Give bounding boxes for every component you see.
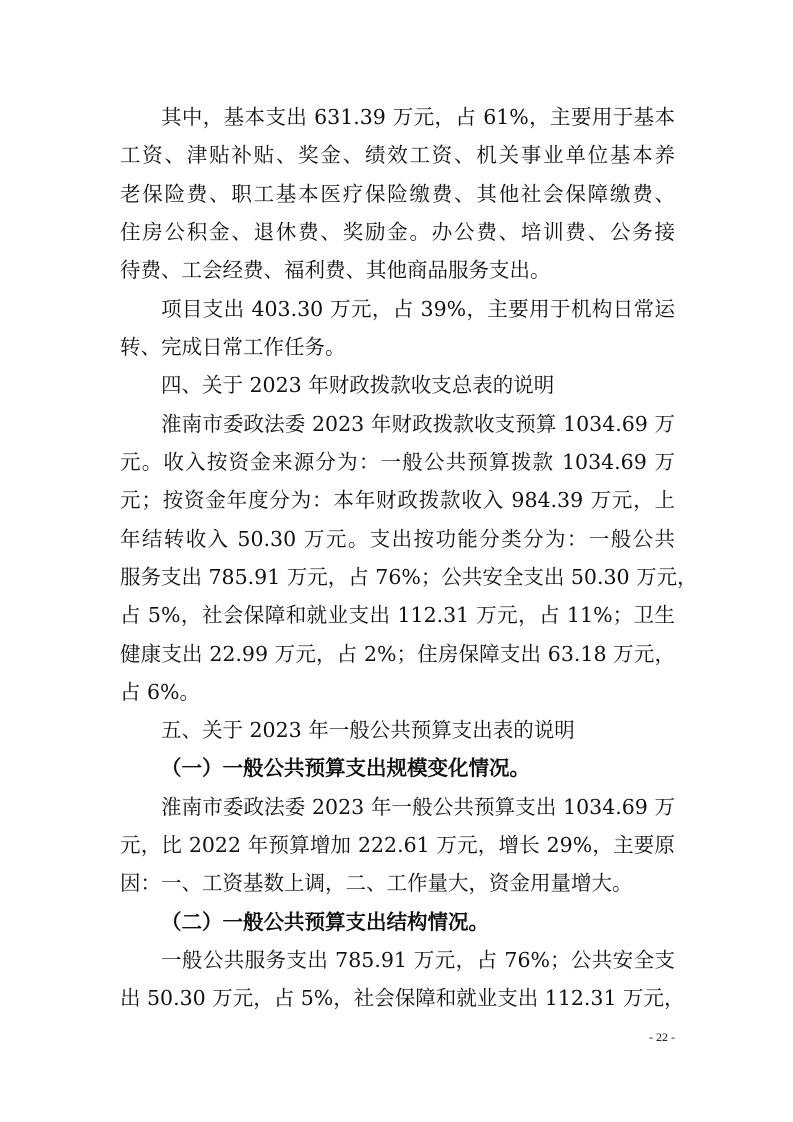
subsection-heading: （一）一般公共预算支出规模变化情况。 <box>161 756 530 780</box>
paragraph-line: 老保险费、职工基本医疗保险缴费、其他社会保障缴费、 <box>120 182 675 206</box>
paragraph-line: 待费、工会经费、福利费、其他商品服务支出。 <box>120 258 551 282</box>
paragraph-line: 占 6%。 <box>120 680 201 704</box>
paragraph-line: 占 5%，社会保障和就业支出 112.31 万元，占 11%；卫生 <box>120 603 675 627</box>
section-heading: 五、关于 2023 年一般公共预算支出表的说明 <box>161 718 575 742</box>
subsection-heading: （二）一般公共预算支出结构情况。 <box>161 910 489 934</box>
page-number: - 22 - <box>649 1030 675 1044</box>
paragraph-line: 住房公积金、退休费、奖励金。办公费、培训费、公务接 <box>120 220 675 244</box>
paragraph-line: 元，比 2022 年预算增加 222.61 万元，增长 29%，主要原 <box>120 833 675 857</box>
paragraph-line: 转、完成日常工作任务。 <box>120 335 346 359</box>
paragraph-line: 元。收入按资金来源分为：一般公共预算拨款 1034.69 万 <box>120 450 675 474</box>
paragraph-line: 淮南市委政法委 2023 年一般公共预算支出 1034.69 万 <box>161 795 675 819</box>
paragraph-line: 服务支出 785.91 万元，占 76%；公共安全支出 50.30 万元， <box>120 565 698 589</box>
paragraph-line: 一般公共服务支出 785.91 万元，占 76%；公共安全支 <box>161 948 675 972</box>
paragraph-line: 健康支出 22.99 万元，占 2%；住房保障支出 63.18 万元， <box>120 642 675 666</box>
section-heading: 四、关于 2023 年财政拨款收支总表的说明 <box>161 373 555 397</box>
paragraph-line: 其中，基本支出 631.39 万元，占 61%，主要用于基本 <box>161 105 675 129</box>
paragraph-line: 淮南市委政法委 2023 年财政拨款收支预算 1034.69 万 <box>161 412 675 436</box>
paragraph-line: 年结转收入 50.30 万元。支出按功能分类分为：一般公共 <box>120 527 675 551</box>
paragraph-line: 出 50.30 万元，占 5%，社会保障和就业支出 112.31 万元， <box>120 986 685 1010</box>
paragraph-line: 因：一、工资基数上调，二、工作量大，资金用量增大。 <box>120 871 633 895</box>
paragraph-line: 元；按资金年度分为：本年财政拨款收入 984.39 万元，上 <box>120 488 675 512</box>
paragraph-line: 工资、津贴补贴、奖金、绩效工资、机关事业单位基本养 <box>120 143 675 167</box>
paragraph-line: 项目支出 403.30 万元，占 39%，主要用于机构日常运 <box>161 297 675 321</box>
